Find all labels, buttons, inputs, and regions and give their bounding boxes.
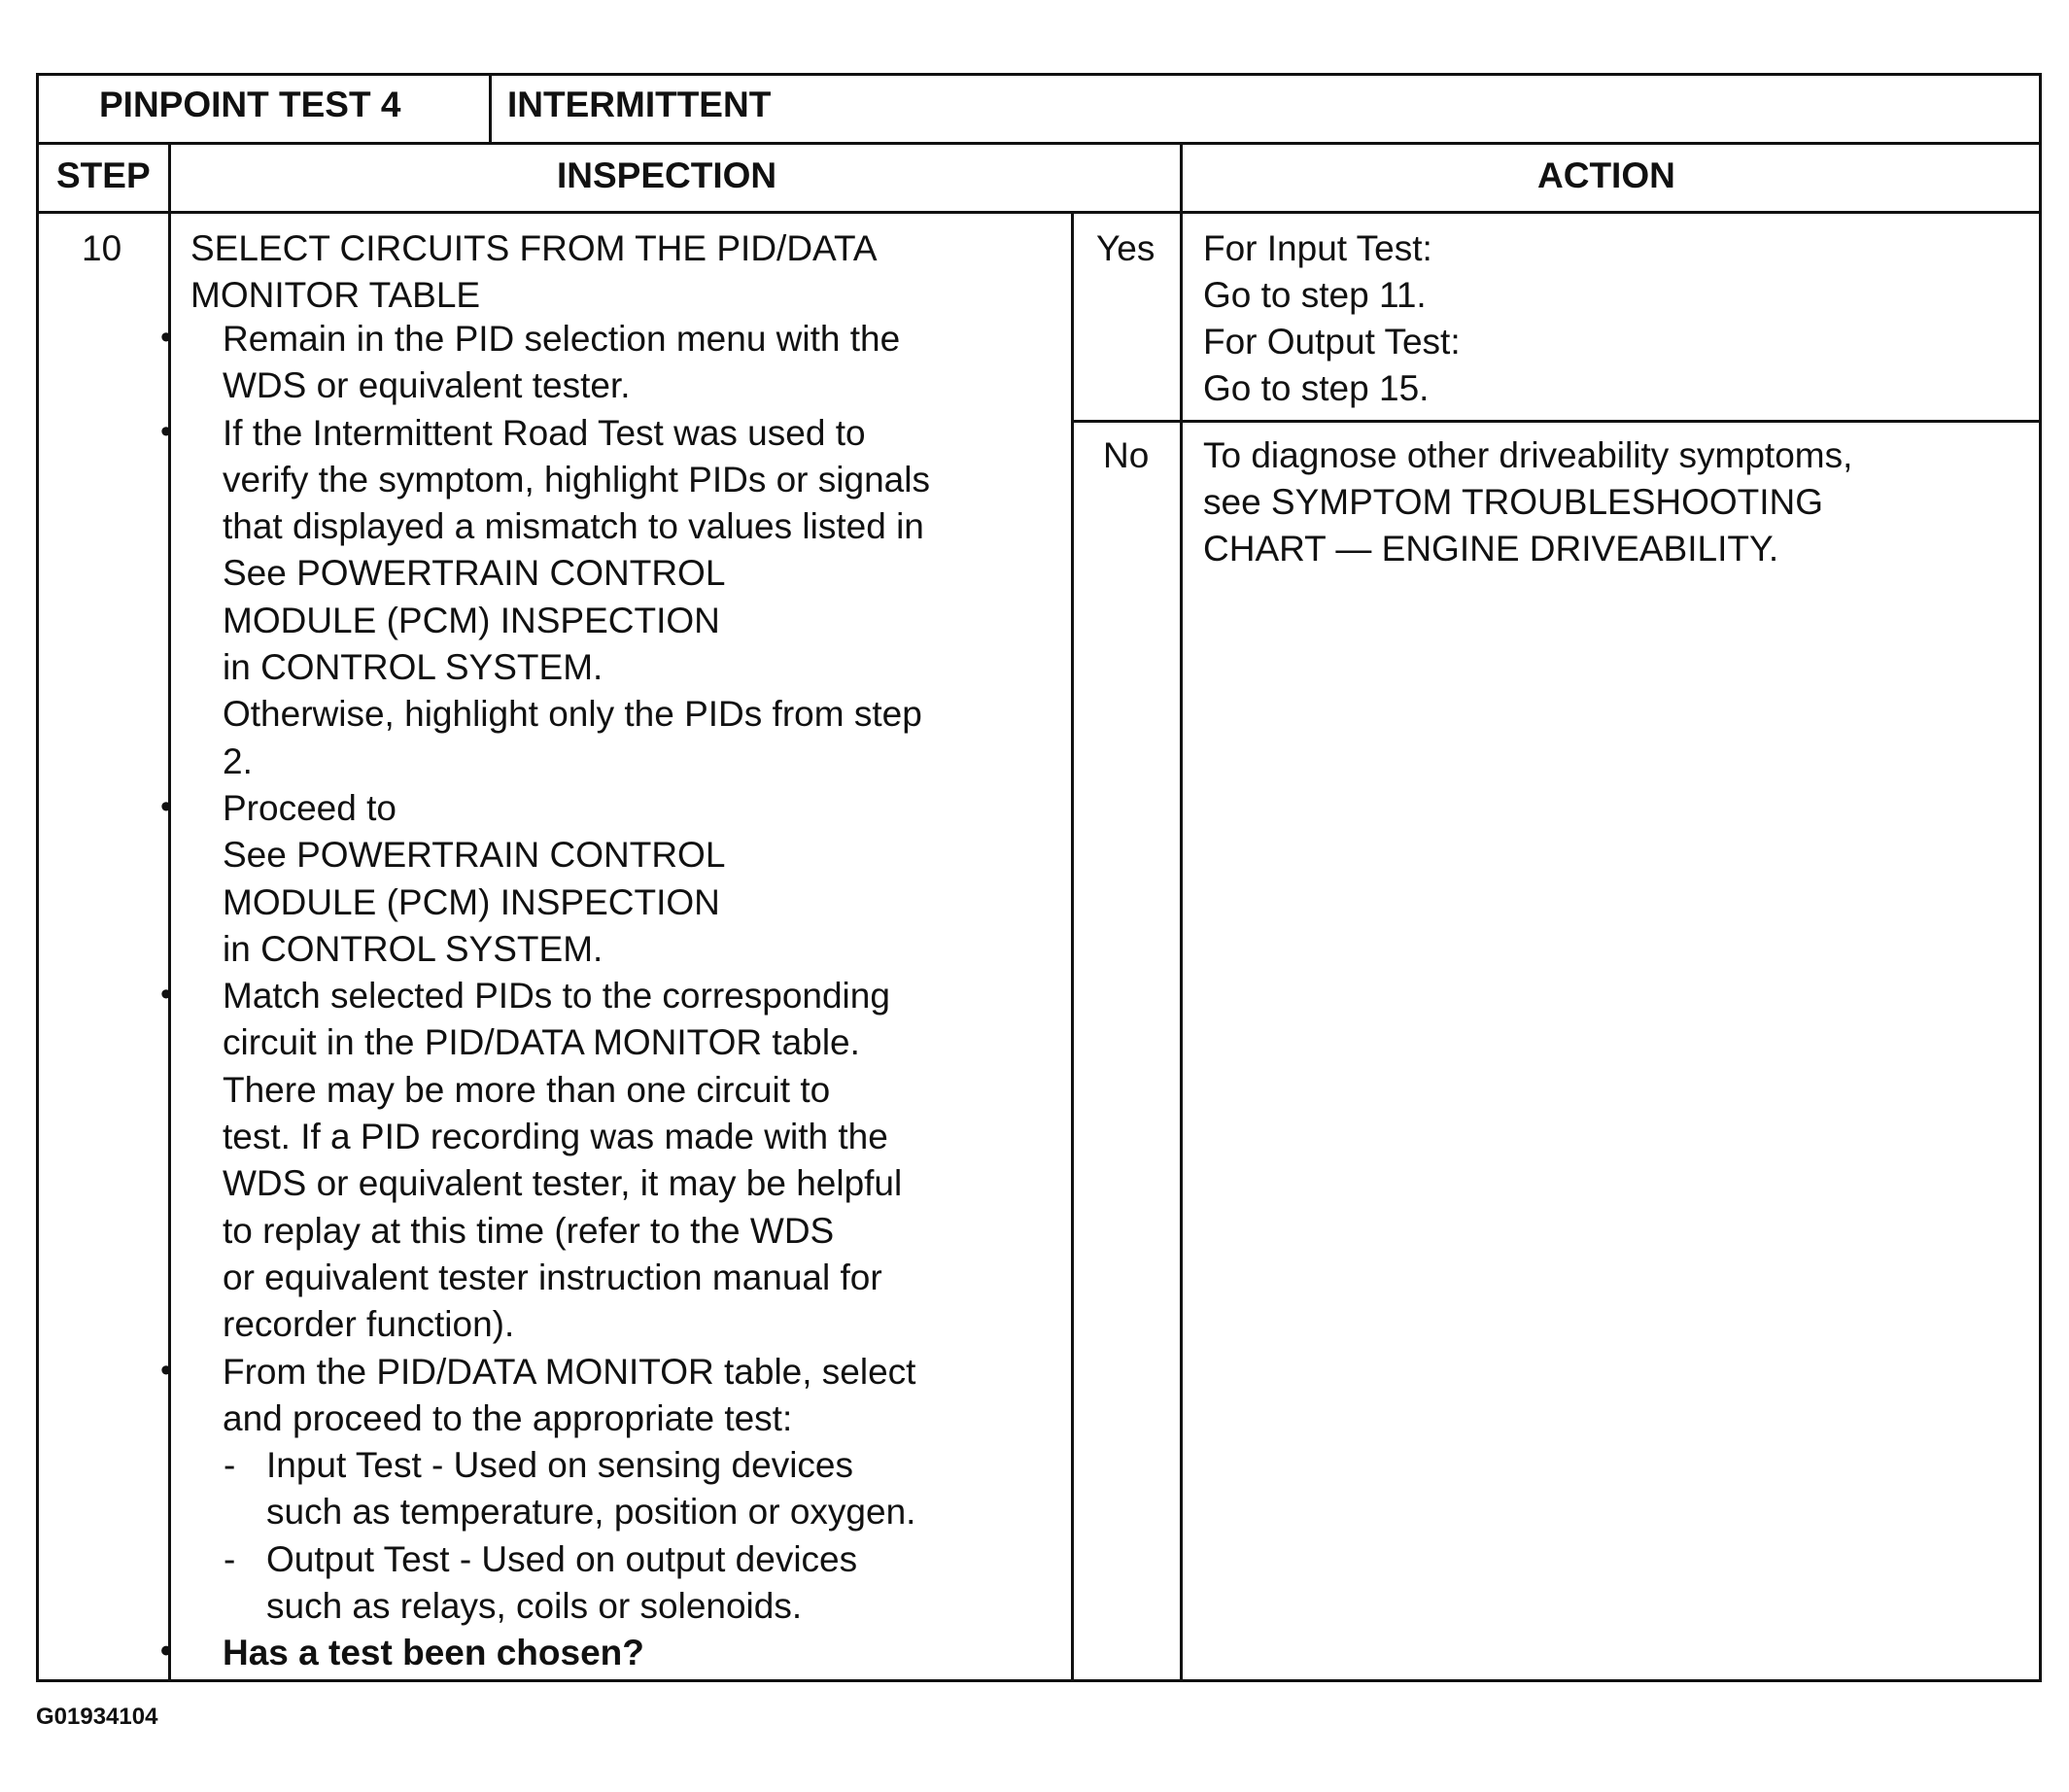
yes-action-line: For Input Test: [1203, 228, 1432, 268]
yes-action-line: Go to step 11. [1203, 275, 1427, 315]
pinpoint-test-name: INTERMITTENT [507, 85, 772, 124]
no-label: No [1103, 435, 1150, 475]
figure-id: G01934104 [36, 1704, 158, 1730]
bullet-line: Otherwise, highlight only the PIDs from step [223, 694, 922, 735]
bullet-line: verify the symptom, highlight PIDs or signals [223, 459, 930, 500]
bullet-line: to replay at this time (refer to the WDS [223, 1210, 835, 1251]
bullet-line: recorder function). [223, 1304, 515, 1345]
bullet-line: There may be more than one circuit to [223, 1069, 831, 1110]
header-vdivider [489, 76, 492, 142]
bullet-line: See POWERTRAIN CONTROL [223, 553, 726, 594]
bullet-line: MODULE (PCM) INSPECTION [223, 881, 720, 922]
inspection-bullet [155, 410, 1030, 785]
no-action-line: see SYMPTOM TROUBLESHOOTING [1203, 482, 1824, 522]
bullet-icon: • [160, 1351, 172, 1389]
question-text: Has a test been chosen? [223, 1633, 644, 1673]
columns-divider [39, 211, 2039, 214]
yes-no-divider [1071, 420, 2039, 423]
inspection-column-header: INSPECTION [557, 155, 777, 195]
bullet-line: If the Intermittent Road Test was used to [223, 412, 866, 453]
subitem-line: such as temperature, position or oxygen. [266, 1492, 916, 1533]
bullet-line: that displayed a mismatch to values listed in [223, 506, 924, 547]
inspection-subitem [155, 1536, 1030, 1631]
step-number: 10 [82, 228, 122, 268]
subitem-line: such as relays, coils or solenoids. [266, 1586, 803, 1627]
dash-icon: - [224, 1445, 236, 1486]
bullet-line: circuit in the PID/DATA MONITOR table. [223, 1022, 860, 1063]
bullet-line: WDS or equivalent tester. [223, 365, 631, 406]
action-column-header: ACTION [1537, 155, 1675, 195]
bullet-line: MODULE (PCM) INSPECTION [223, 600, 720, 640]
yes-label: Yes [1096, 228, 1155, 268]
inspection-col-divider [1071, 211, 1074, 1679]
header-divider [39, 142, 2039, 145]
bullet-line: in CONTROL SYSTEM. [223, 647, 603, 688]
bullet-line: Proceed to [223, 787, 397, 828]
bullet-icon: • [160, 787, 172, 825]
subitem-line: Input Test - Used on sensing devices [266, 1445, 853, 1486]
inspection-subitem [155, 1442, 1030, 1536]
bullet-line: Remain in the PID selection menu with the [223, 319, 901, 359]
bullet-line: See POWERTRAIN CONTROL [223, 835, 726, 876]
bullet-line: and proceed to the appropriate test: [223, 1397, 793, 1438]
inspection-list [155, 316, 1030, 1677]
bullet-line: or equivalent tester instruction manual for [223, 1257, 882, 1297]
inspection-bullet [155, 1349, 1030, 1443]
yes-action-line: For Output Test: [1203, 322, 1461, 362]
bullet-line: test. If a PID recording was made with the [223, 1117, 888, 1157]
bullet-line: 2. [223, 741, 253, 781]
bullet-line: WDS or equivalent tester, it may be helpful [223, 1163, 903, 1204]
bullet-icon: • [160, 976, 172, 1014]
action-col-divider [1180, 142, 1183, 1679]
inspection-title-line: SELECT CIRCUITS FROM THE PID/DATA [190, 228, 878, 268]
bullet-line: in CONTROL SYSTEM. [223, 928, 603, 969]
bullet-icon: • [160, 319, 172, 356]
yes-action-line: Go to step 15. [1203, 368, 1430, 408]
bullet-line: From the PID/DATA MONITOR table, select [223, 1351, 916, 1392]
dash-icon: - [224, 1538, 236, 1579]
subitem-line: Output Test - Used on output devices [266, 1538, 858, 1579]
bullet-icon: • [160, 412, 172, 450]
inspection-bullet [155, 973, 1030, 1348]
inspection-bullet [155, 316, 1030, 410]
step-column-header: STEP [56, 155, 151, 195]
no-action-line: To diagnose other driveability symptoms, [1203, 435, 1853, 475]
bullet-line: Match selected PIDs to the corresponding [223, 976, 890, 1017]
inspection-bullet [155, 785, 1030, 973]
inspection-title-line: MONITOR TABLE [190, 275, 481, 315]
inspection-question [155, 1630, 1030, 1676]
pinpoint-test-label: PINPOINT TEST 4 [99, 85, 401, 124]
bullet-icon: • [160, 1633, 172, 1671]
no-action-line: CHART — ENGINE DRIVEABILITY. [1203, 529, 1779, 569]
